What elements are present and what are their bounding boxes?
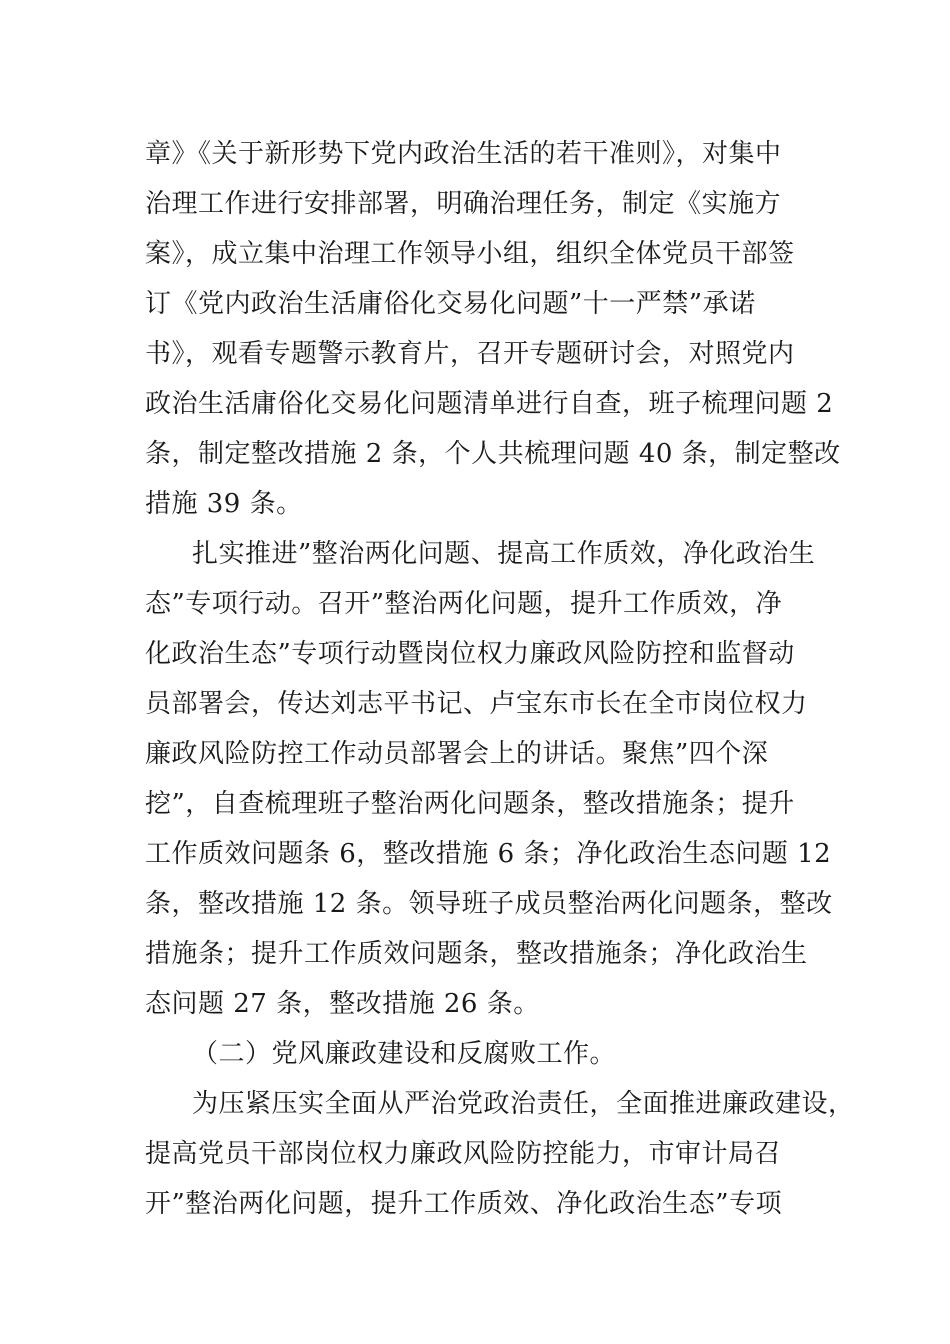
text-line: 章》《关于新形势下党内政治生活的若干准则》，对集中 — [145, 139, 782, 169]
text-line: 化政治生态”专项行动暨岗位权力廉政风险防控和监督动 — [145, 639, 795, 669]
text-line: 态问题 27 条，整改措施 26 条。 — [145, 989, 540, 1019]
section-heading: （二）党风廉政建设和反腐败工作。 — [192, 1039, 617, 1069]
text-line: 案》，成立集中治理工作领导小组，组织全体党员干部签 — [145, 239, 795, 269]
text-line: 条，制定整改措施 2 条，个人共梳理问题 40 条，制定整改 — [145, 439, 841, 469]
text-line: 措施条；提升工作质效问题条，整改措施条；净化政治生 — [145, 939, 808, 969]
text-line: 政治生活庸俗化交易化问题清单进行自查，班子梳理问题 2 — [145, 389, 834, 419]
text-line: 措施 39 条。 — [145, 489, 303, 519]
text-line: 挖”，自查梳理班子整治两化问题条，整改措施条；提升 — [145, 789, 795, 819]
paragraph-start-line: 为压紧压实全面从严治党政治责任，全面推进廉政建设， — [192, 1089, 855, 1119]
text-line: 工作质效问题条 6，整改措施 6 条；净化政治生态问题 12 — [145, 839, 832, 869]
text-line: 员部署会，传达刘志平书记、卢宝东市长在全市岗位权力 — [145, 689, 808, 719]
text-line: 治理工作进行安排部署，明确治理任务，制定《实施方 — [145, 189, 782, 219]
text-line: 开”整治两化问题，提升工作质效、净化政治生态”专项 — [145, 1189, 783, 1219]
text-line: 廉政风险防控工作动员部署会上的讲话。聚焦”四个深 — [145, 739, 769, 769]
text-line: 书》，观看专题警示教育片，召开专题研讨会，对照党内 — [145, 339, 795, 369]
text-line: 态”专项行动。召开”整治两化问题，提升工作质效，净 — [145, 589, 783, 619]
text-line: 订《党内政治生活庸俗化交易化问题”十一严禁”承诺 — [145, 289, 756, 319]
paragraph-start-line: 扎实推进”整治两化问题、提高工作质效，净化政治生 — [192, 539, 816, 569]
text-line: 条，整改措施 12 条。领导班子成员整治两化问题条，整改 — [145, 889, 833, 919]
text-line: 提高党员干部岗位权力廉政风险防控能力，市审计局召 — [145, 1139, 782, 1169]
